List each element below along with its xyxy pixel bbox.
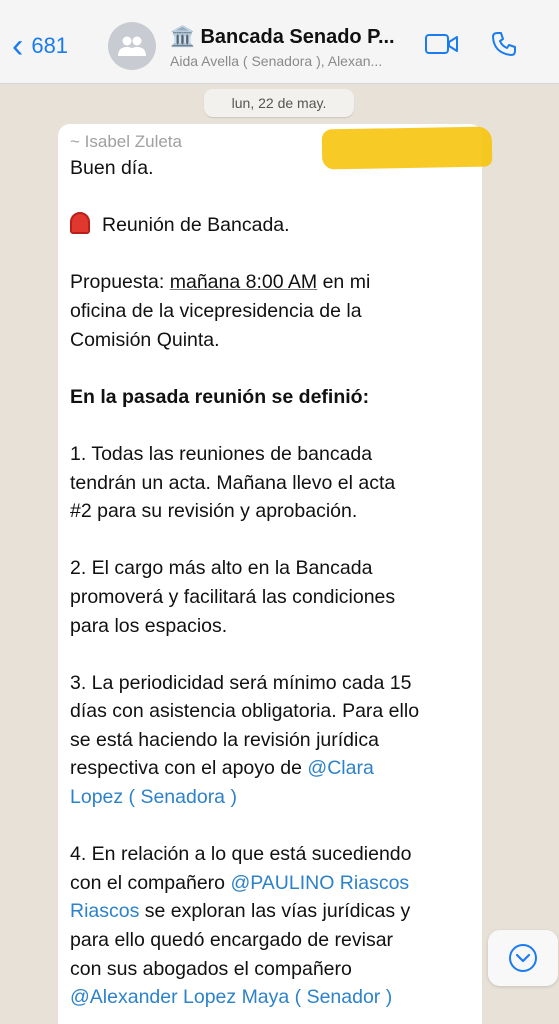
point-2-line-1: 2. El cargo más alto en la Bancada: [70, 557, 373, 580]
alarm-siren-icon: [70, 212, 90, 234]
group-avatar-icon[interactable]: [108, 22, 156, 70]
back-button[interactable]: [12, 26, 68, 66]
redaction-highlight: [322, 127, 493, 170]
message-body: [70, 154, 468, 1012]
point-4-line-1: 4. En relación a lo que está sucediendo: [70, 843, 412, 866]
point-3-line-3: se está haciendo la revisión jurídica: [70, 728, 379, 751]
mention-clara-lopez[interactable]: @Clara: [307, 757, 374, 780]
proposal-line-3: Comisión Quinta.: [70, 328, 220, 351]
date-divider: lun, 22 de may.: [204, 89, 354, 117]
point-2-line-2: promoverá y facilitará las condiciones: [70, 585, 396, 608]
mention-clara-lopez-cont[interactable]: Lopez ( Senadora ): [70, 786, 237, 809]
group-title: 🏛️ Bancada Senado P...: [170, 26, 395, 48]
scroll-down-button[interactable]: [488, 930, 558, 986]
defined-heading: En la pasada reunión se definió:: [70, 385, 370, 408]
message-bubble[interactable]: [58, 124, 482, 1024]
chat-header: [0, 0, 559, 84]
meeting-line: Reunión de Bancada.: [70, 211, 468, 240]
point-1-line-3: #2 para su revisión y aprobación.: [70, 500, 358, 523]
point-1-line-2: tendrán un acta. Mañana llevo el acta: [70, 471, 396, 494]
sender-name: ~ Isabel Zuleta: [70, 132, 182, 151]
proposal-time-link[interactable]: mañana 8:00 AM: [169, 271, 318, 294]
video-call-icon[interactable]: [424, 32, 460, 61]
group-members: Aida Avella ( Senadora ), Alexan...: [170, 53, 383, 69]
proposal-line-2: oficina de la vicepresidencia de la: [70, 299, 362, 322]
unread-count: 681: [31, 33, 69, 58]
point-4-line-3: Riascos se exploran las vías jurídicas y: [70, 900, 411, 923]
point-3-line-1: 3. La periodicidad será mínimo cada 15: [70, 671, 412, 694]
mention-paulino-riascos[interactable]: @PAULINO Riascos: [230, 871, 410, 894]
mention-alexander-lopez[interactable]: @Alexander Lopez Maya ( Senador ): [70, 986, 393, 1009]
mention-paulino-riascos-cont[interactable]: Riascos: [70, 900, 140, 923]
chat-title-block[interactable]: [170, 24, 415, 69]
point-3-line-2: días con asistencia obligatoria. Para ello: [70, 700, 420, 723]
point-4-line-5: con sus abogados el compañero: [70, 957, 352, 980]
chevron-left-icon: ‹: [12, 27, 24, 65]
point-1-line-1: 1. Todas las reuniones de bancada: [70, 442, 373, 465]
phone-call-icon[interactable]: [490, 30, 518, 63]
greeting-line: Buen día.: [70, 157, 154, 179]
proposal-line-1: Propuesta: mañana 8:00 AM en mi: [70, 271, 371, 294]
scroll-down-icon: [507, 942, 539, 974]
point-2-line-3: para los espacios.: [70, 614, 228, 637]
point-4-line-2: con el compañero @PAULINO Riascos: [70, 871, 410, 894]
point-3-line-4: respectiva con el apoyo de @Clara: [70, 757, 374, 780]
point-4-line-4: para ello quedó encargado de revisar: [70, 929, 394, 952]
